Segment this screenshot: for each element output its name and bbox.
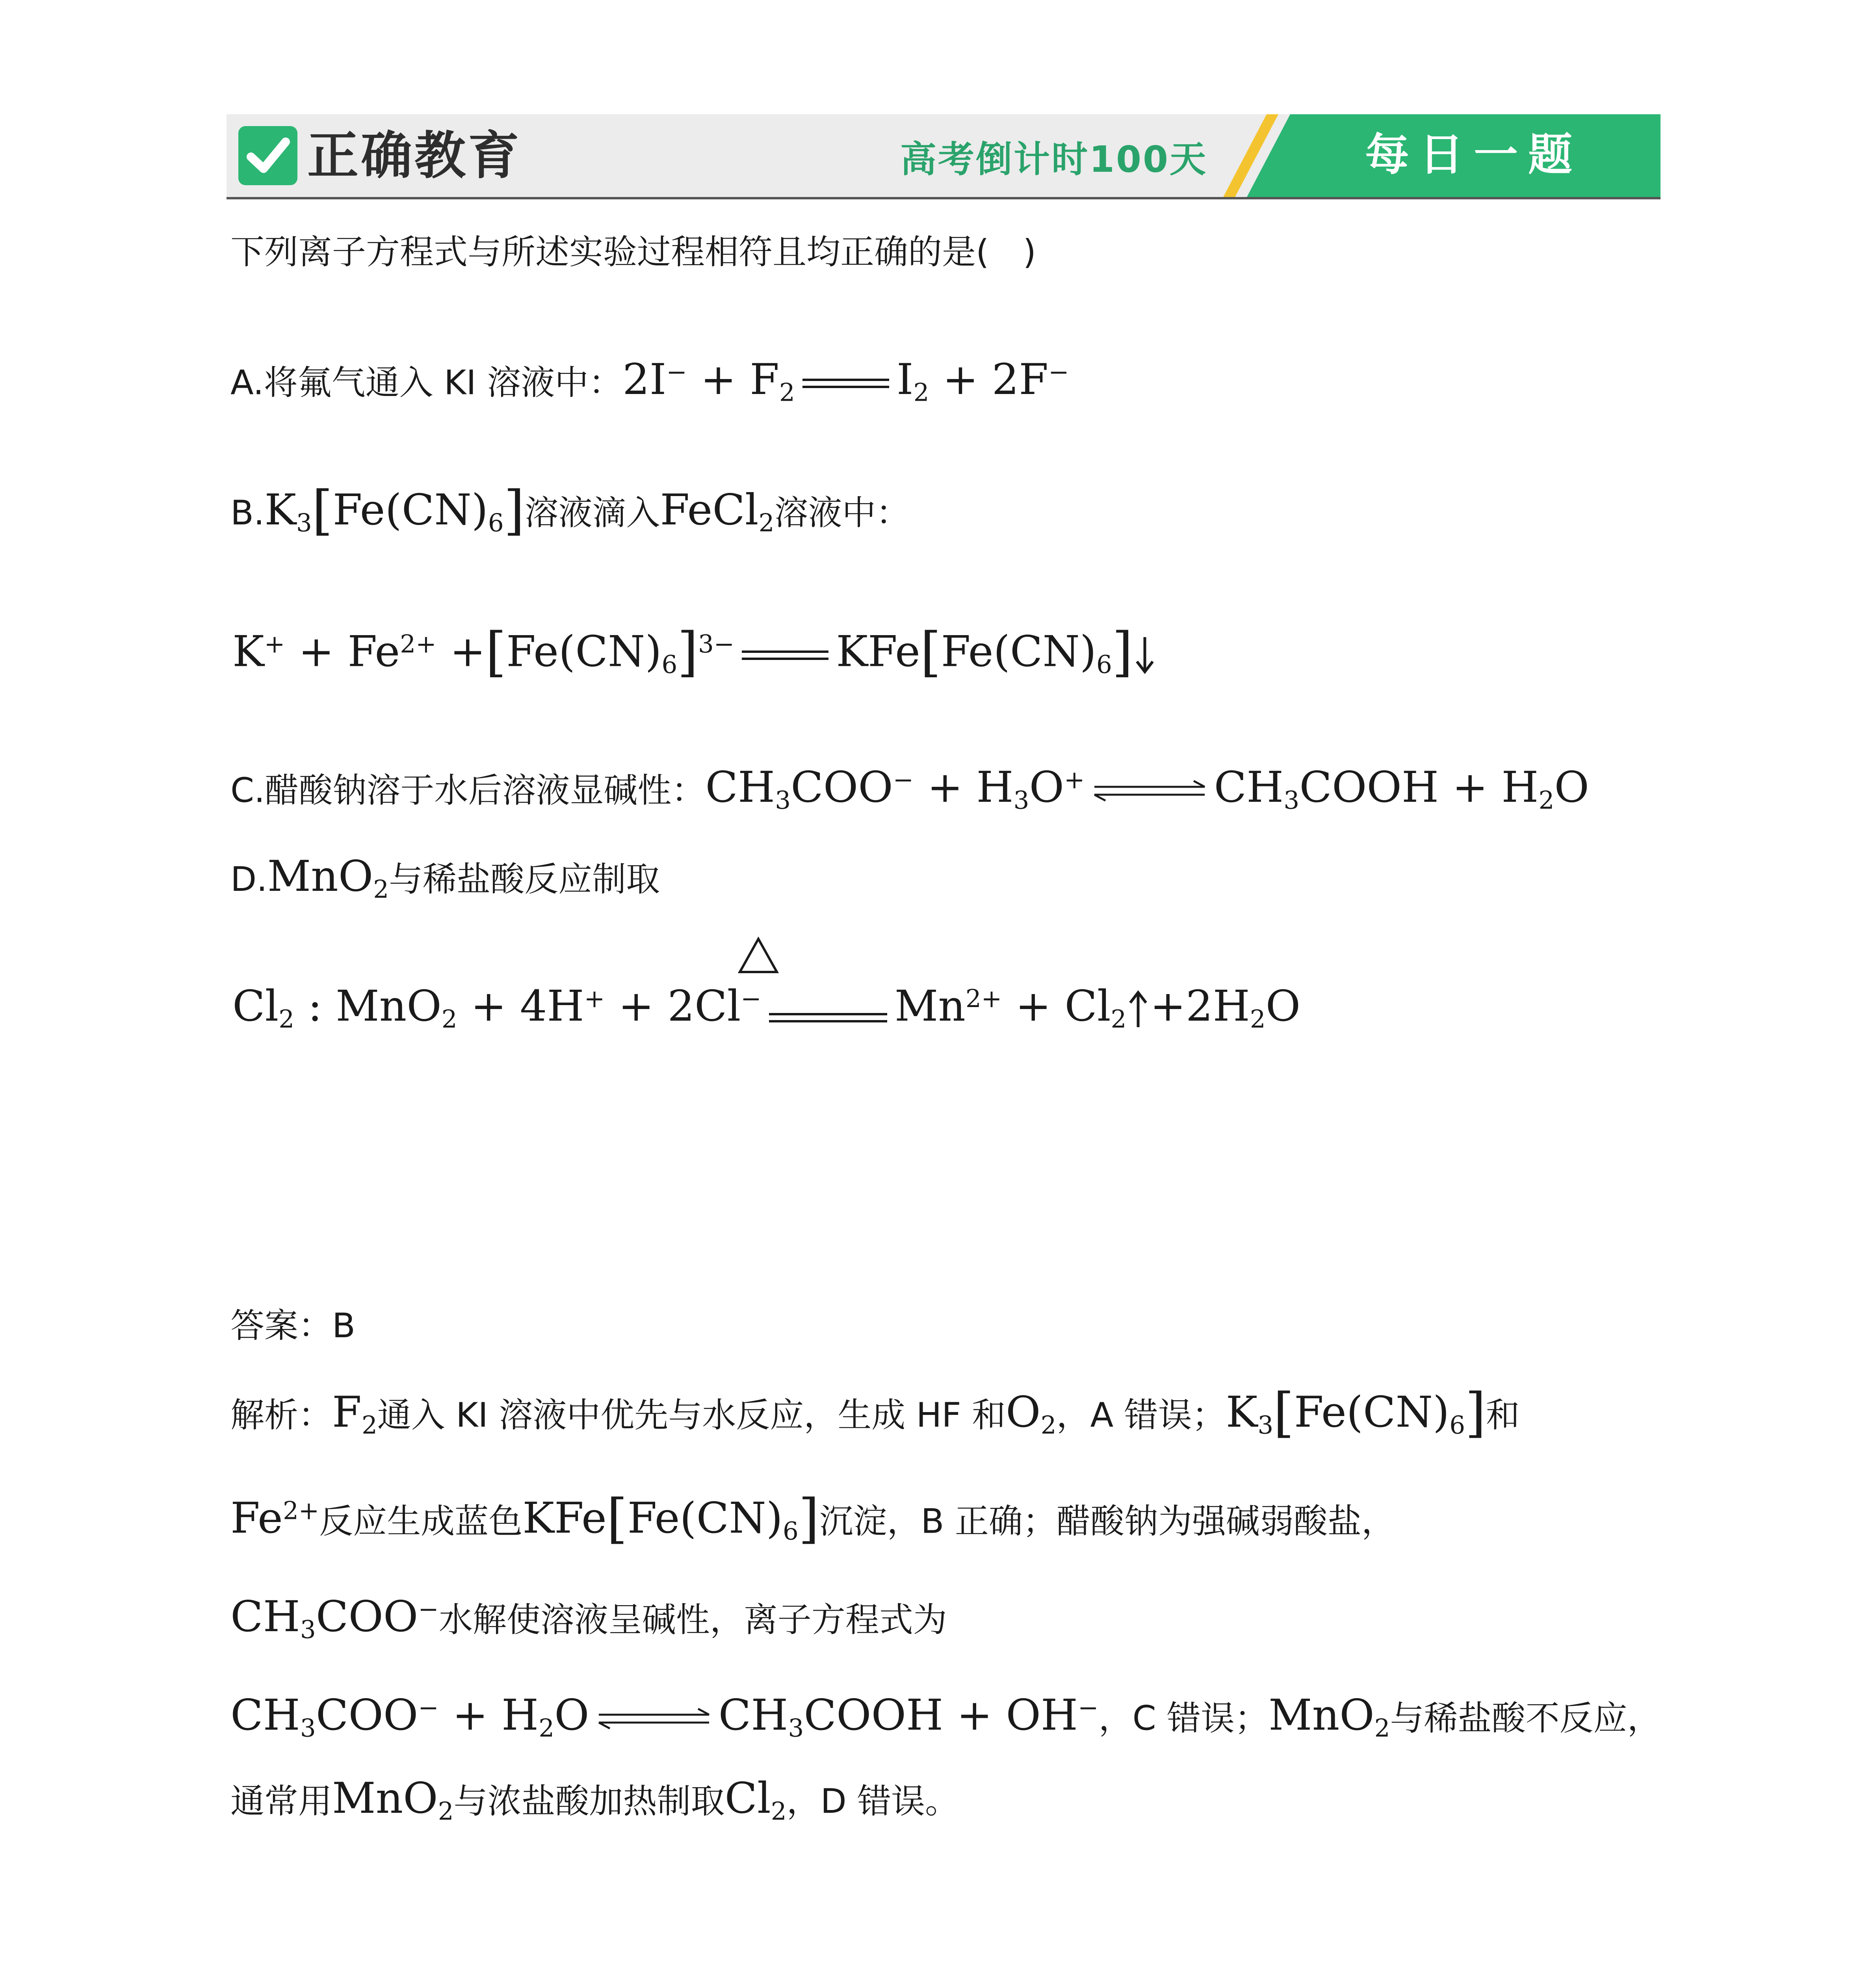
formula-fe2plus: $Fe^{2+}$ — [230, 1494, 319, 1543]
analysis-text: ，D 错误。 — [786, 1782, 959, 1821]
analysis-prefix: 解析： — [230, 1396, 332, 1435]
formula-acetate: $CH_3COO^-$ — [230, 1592, 439, 1644]
precipitate-arrow-icon — [1133, 633, 1157, 676]
brand-name: 正确教育 — [307, 126, 522, 186]
option-b-text: 溶液滴入 — [524, 493, 660, 533]
option-c-equation: $CH_3COO^- + H_3O^+$ $CH_3COOH + H_2O$ — [705, 763, 1589, 815]
option-b-text2: 溶液中： — [774, 493, 910, 533]
analysis-text: 通常用 — [230, 1782, 332, 1821]
analysis-text: 反应生成蓝色 — [319, 1502, 523, 1541]
option-d — [230, 851, 660, 915]
option-a — [230, 347, 1069, 418]
analysis-line-4 — [230, 1682, 1661, 1754]
formula-cl2: $Cl_2$ — [724, 1774, 787, 1826]
option-b-label: B. — [230, 493, 265, 533]
answer-label: 答案：B — [230, 1306, 355, 1346]
reagent-mno2: MnO$_2$ — [267, 852, 389, 904]
countdown-text: 高考倒计时100天 — [900, 138, 1208, 180]
option-a-label: A.将氟气通入 KI 溶液中： — [230, 363, 623, 403]
option-c — [230, 755, 1589, 826]
analysis-line-3 — [230, 1584, 947, 1656]
analysis-text: 沉淀，B 正确；醋酸钠为强碱弱酸盐， — [819, 1502, 1395, 1541]
analysis-text: ，C 错误； — [1098, 1699, 1269, 1738]
analysis-line-2 — [230, 1485, 1395, 1557]
analysis-text: 与浓盐酸加热制取 — [453, 1782, 725, 1821]
reversible-arrow-icon — [1090, 777, 1209, 805]
analysis-text: ，A 错误； — [1056, 1396, 1226, 1435]
reagent-fecl2: FeCl$_2$ — [660, 485, 775, 537]
option-d-text: 与稀盐酸反应制取 — [389, 860, 660, 899]
option-d-equation: $Cl_2$ : MnO$_2$ + 4H+ + 2Cl− $Mn^{2+} + Cl_2 +2H_2O$ — [232, 981, 1301, 1033]
option-c-label: C.醋酸钠溶于水后溶液显碱性： — [230, 771, 706, 810]
analysis-text: 水解使溶液呈碱性，离子方程式为 — [438, 1600, 947, 1640]
daily-question-title: 每日一题 — [1365, 129, 1583, 180]
equals-arrow-icon — [740, 643, 830, 667]
header-banner — [227, 114, 1661, 201]
hydrolysis-equation: $CH_3COO^- + H_2O$ $CH_3COOH + OH^-$ — [230, 1691, 1099, 1743]
formula-k3fecn6: $K_3[Fe(CN)_6]$ — [1226, 1381, 1486, 1444]
analysis-text: 和 — [1486, 1396, 1520, 1435]
analysis-line-1 — [230, 1381, 1520, 1451]
header-divider — [227, 197, 1661, 199]
reversible-arrow-icon — [595, 1705, 713, 1732]
formula-kfefecn6: $KFe[Fe(CN)_6]$ — [522, 1488, 819, 1550]
formula-mno2: MnO$_2$ — [1268, 1691, 1390, 1743]
gas-arrow-icon — [1126, 988, 1150, 1031]
option-d-label: D. — [230, 860, 267, 899]
analysis-text: 通入 KI 溶液中优先与水反应，生成 HF 和 — [377, 1396, 1006, 1435]
option-b — [230, 479, 910, 549]
equals-arrow-icon — [801, 371, 891, 395]
question-stem: 下列离子方程式与所述实验过程相符且均正确的是( ) — [230, 232, 1036, 272]
formula-f2: $F_2$ — [332, 1388, 377, 1440]
option-b-equation: $K^+ + Fe^{2+} +[Fe(CN)_6]^{3-}$ $KFe[Fe(CN)_6]$ — [232, 619, 1157, 690]
option-a-equation: $2I^- + F_2$ $I_2 + 2F^-$ — [622, 355, 1069, 407]
formula-o2: $O_2$ — [1006, 1388, 1057, 1440]
check-logo-icon — [238, 126, 297, 185]
heat-equals-arrow-icon — [767, 994, 889, 1025]
reagent-k3fecn6: $K_3[Fe(CN)_6]$ — [264, 479, 525, 541]
analysis-line-5 — [230, 1773, 959, 1837]
heat-triangle-icon — [737, 936, 780, 975]
analysis-text: 与稀盐酸不反应， — [1390, 1699, 1661, 1738]
formula-mno2: MnO$_2$ — [332, 1774, 454, 1826]
